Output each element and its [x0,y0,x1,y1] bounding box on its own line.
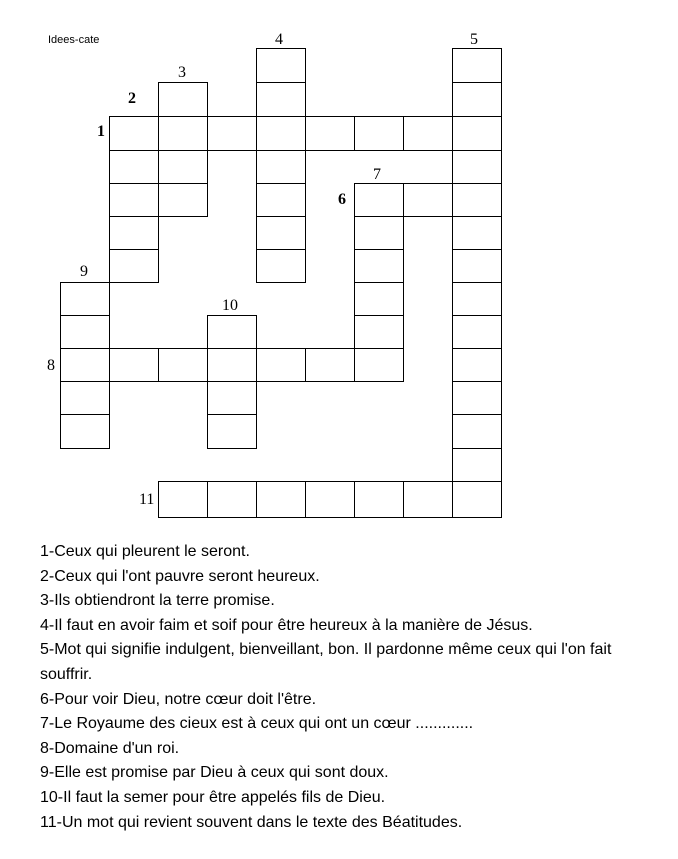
clue-8: 8-Domaine d'un roi. [40,739,180,757]
grid-cell [452,48,502,83]
grid-cell [256,116,306,151]
grid-cell [256,249,306,283]
grid-cell [207,315,257,349]
grid-cell [256,216,306,250]
grid-cell [109,150,159,184]
clue-4: 4-Il faut en avoir faim et soif pour être heureux à la manière de Jésus. [40,616,533,634]
clue-6: 6-Pour voir Dieu, notre cœur doit l'être. [40,690,317,708]
grid-cell [452,481,502,518]
clue-7: 7-Le Royaume des cieux est à ceux qui ont un cœur ............. [40,715,474,733]
clue-number-7: 7 [373,166,381,183]
grid-cell [452,183,502,217]
grid-cell [305,481,355,518]
grid-cell [60,315,110,349]
grid-cell [158,481,208,518]
grid-cell [354,216,404,250]
grid-cell [452,82,502,117]
grid-cell [452,381,502,415]
grid-cell [207,481,257,518]
grid-cell [403,116,453,151]
grid-cell [60,381,110,415]
grid-cell [109,216,159,250]
grid-cell [452,315,502,349]
clue-number-4: 4 [275,31,283,48]
grid-cell [109,249,159,283]
clue-3: 3-Ils obtiendront la terre promise. [40,592,275,610]
grid-cell [256,348,306,382]
grid-cell [354,249,404,283]
grid-cell [60,348,110,382]
grid-cell [354,315,404,349]
grid-cell [158,348,208,382]
grid-cell [452,216,502,250]
grid-cell [158,82,208,117]
grid-cell [158,150,208,184]
clue-2: 2-Ceux qui l'ont pauvre seront heureux. [40,567,320,585]
grid-cell [207,348,257,382]
grid-cell [207,381,257,415]
grid-cell [452,348,502,382]
clue-10: 10-Il faut la semer pour être appelés fils de Dieu. [40,788,386,806]
grid-cell [207,116,257,151]
grid-cell [256,82,306,117]
grid-cell [452,249,502,283]
clue-number-6: 6 [338,191,346,208]
clue-9: 9-Elle est promise par Dieu à ceux qui sont doux. [40,764,389,782]
grid-cell [403,481,453,518]
clue-number-1: 1 [97,123,105,140]
grid-cell [403,183,453,217]
clue-number-5: 5 [470,31,478,48]
grid-cell [256,481,306,518]
grid-cell [452,282,502,316]
clue-11: 11-Un mot qui revient souvent dans le texte des Béatitudes. [40,813,463,831]
grid-cell [256,150,306,184]
grid-cell [452,414,502,449]
clue-number-11: 11 [139,491,155,508]
grid-cell [452,150,502,184]
grid-cell [158,116,208,151]
grid-cell [60,282,110,316]
grid-cell [305,116,355,151]
grid-cell [354,116,404,151]
clue-number-9: 9 [80,263,88,280]
clue-number-8: 8 [47,357,55,374]
grid-cell [256,183,306,217]
grid-cell [256,48,306,83]
grid-cell [60,414,110,449]
grid-cell [109,183,159,217]
clue-number-3: 3 [178,64,186,81]
grid-cell [354,348,404,382]
grid-cell [452,448,502,482]
grid-cell [452,116,502,151]
clue-1: 1-Ceux qui pleurent le seront. [40,543,250,560]
grid-cell [354,183,404,217]
grid-cell [207,414,257,449]
source-label: Idees-cate [48,34,100,46]
grid-cell [109,348,159,382]
grid-cell [158,183,208,217]
clue-number-2: 2 [128,90,136,107]
grid-cell [109,116,159,151]
grid-cell [354,282,404,316]
grid-cell [305,348,355,382]
clue-number-10: 10 [222,297,238,314]
clue-5: 5-Mot qui signifie indulgent, bienveillant, bon. Il pardonne même ceux qui l'on fait souffrir. [40,641,612,683]
grid-cell [354,481,404,518]
clue-list [40,540,660,835]
